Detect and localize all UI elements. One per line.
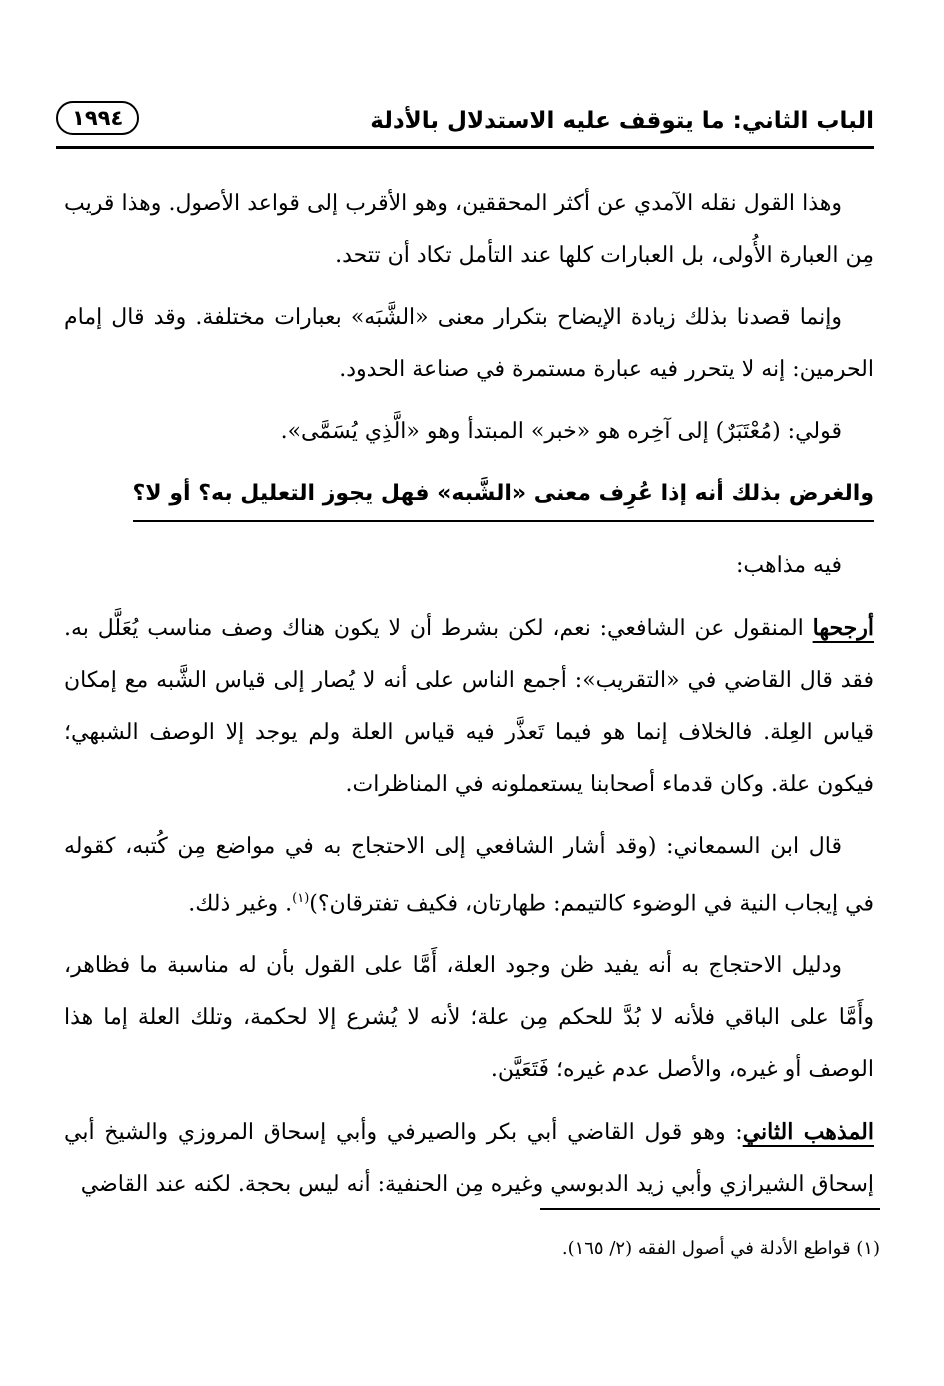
second-opinion-label: المذهب الثاني bbox=[742, 1119, 874, 1146]
paragraph-1: وهذا القول نقله الآمدي عن أكثر المحققين، وهو الأقرب إلى قواعد الأصول. وهذا قريب مِن العبارة الأُولى، بل العبارات كلها عند التأمل تكاد أن تتحد. bbox=[64, 191, 874, 268]
page-number: ١٩٩٤ bbox=[56, 101, 139, 135]
running-header bbox=[56, 96, 874, 149]
chapter-title: الباب الثاني: ما يتوقف عليه الاستدلال بالأدلة bbox=[370, 108, 874, 134]
paragraph-6-text: قال ابن السمعاني: (وقد أشار الشافعي إلى الاحتجاج به في مواضع مِن كُتبه، كقوله في إيجاب النية في الوضوء كالتيمم: طهارتان، فكيف تفترقان؟) bbox=[64, 834, 874, 917]
paragraph-6-end: . وغير ذلك. bbox=[188, 891, 293, 917]
paragraph-8 bbox=[64, 1106, 874, 1211]
first-opinion-label: أرجحها bbox=[812, 615, 874, 641]
section-heading-wrap bbox=[64, 468, 874, 540]
section-heading: والغرض بذلك أنه إذا عُرِف معنى «الشَّبه» فهل يجوز التعليل به؟ أو لا؟ bbox=[133, 470, 874, 522]
footnote-reference[interactable]: (١) bbox=[292, 891, 310, 906]
paragraph-2: وإنما قصدنا بذلك زيادة الإيضاح بتكرار معنى «الشَّبَه» بعبارات مختلفة. وقد قال إمام الحرمين: إنه لا يتحرر فيه عبارة مستمرة في صناعة الحدود. bbox=[64, 305, 874, 382]
footnote: (١) قواطع الأدلة في أصول الفقه (٢/ ١٦٥). bbox=[561, 1238, 880, 1259]
paragraph-8-text: : وهو قول القاضي أبي بكر والصيرفي وأبي إسحاق المروزي والشيخ أبي إسحاق الشيرازي وأبي زيد الدبوسي وغيره مِن الحنفية: أنه ليس بحجة. لكنه عند القاضي bbox=[64, 1120, 874, 1198]
main-text bbox=[64, 178, 874, 1221]
paragraph-5-text: المنقول عن الشافعي: نعم، لكن بشرط أن لا يكون هناك وصف مناسب يُعَلَّل به. فقد قال القاضي في «التقريب»: أجمع الناس على أنه لا يُصار إلى قياس الشَّبه مع إمكان قياس العِلة. فالخلاف إنما هو فيما تَعذَّر فيه قياس العلة ولم يوجد إلا الوصف الشبهي؛ فيكون علة. وكان قدماء أصحابنا يستعملونه في المناظرات. bbox=[64, 616, 874, 797]
paragraph-4: فيه مذاهب: bbox=[735, 553, 842, 578]
paragraph-3: قولي: (مُعْتَبَرٌ) إلى آخِره هو «خبر» المبتدأ وهو «الَّذِي يُسَمَّى». bbox=[280, 419, 842, 444]
paragraph-5 bbox=[64, 602, 874, 811]
footnote-separator bbox=[540, 1208, 880, 1210]
paragraph-7: ودليل الاحتجاج به أنه يفيد ظن وجود العلة، أَمَّا على القول بأن له مناسبة ما فظاهر، وأَمَّا على الباقي فلأنه لا بُدَّ للحكم مِن علة؛ لأنه لا يُشرع إلا لحكمة، وتلك العلة إما هذا الوصف أو غيره، والأصل عدم غيره؛ فَتَعَيَّن. bbox=[64, 953, 874, 1083]
paragraph-6 bbox=[64, 821, 874, 930]
